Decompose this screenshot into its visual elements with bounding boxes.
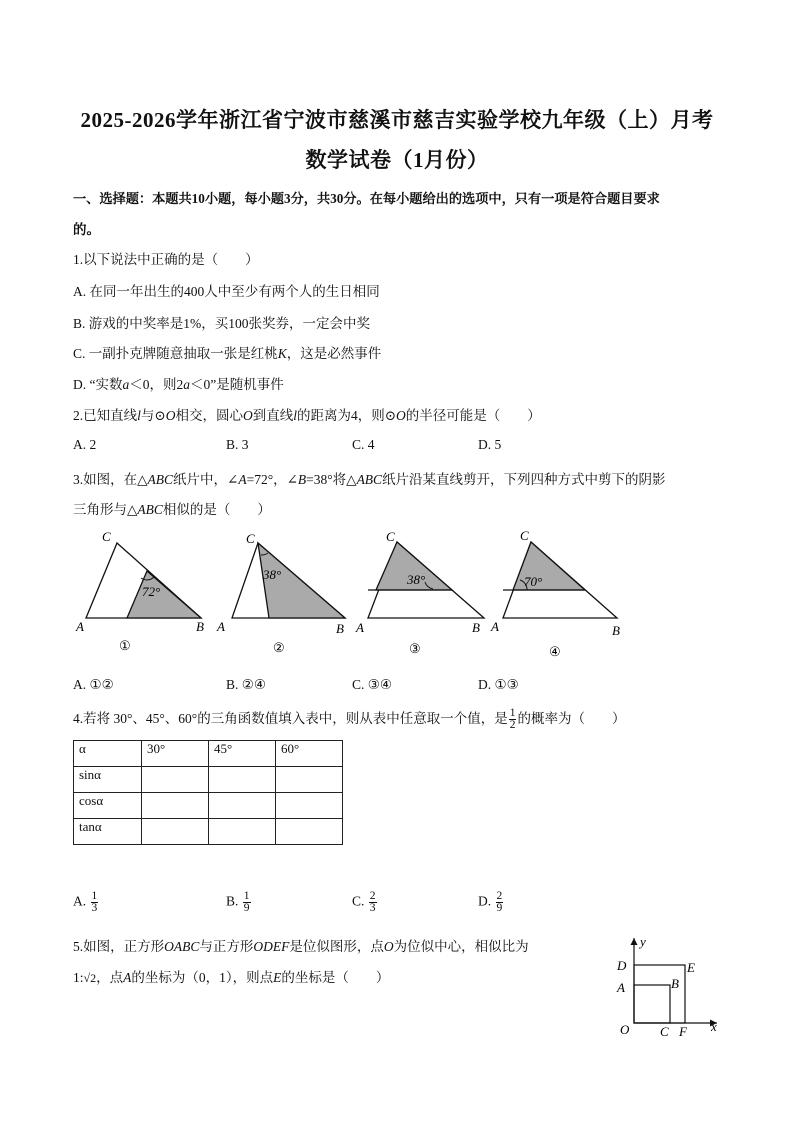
table-header-cell: 45° [209,741,276,767]
q5-stem-line2: 1:√2，点A的坐标为（0，1），则点E的坐标是（ ） [73,970,390,985]
table-cell [276,793,343,819]
q4-option-d: D. $\frac{2}{9}$ [478,890,503,914]
q3-option-d: D. ①③ [478,677,519,692]
q4-stem: 4.若将 30°、45°、60°的三角函数值填入表中，则从表中任意取一个值，是 $\frac{1}{2}$ 的概率为（ ） [73,707,626,732]
fig4-number: ④ [549,644,561,659]
point-label-c: C [660,1024,669,1039]
table-row-label: tanα [74,819,142,845]
q1-option-c: C. 一副扑克牌随意抽取一张是红桃K，这是必然事件 [73,346,382,361]
q3-option-c: C. ③④ [352,677,392,692]
q1-option-b: B. 游戏的中奖率是1%，买100张奖券，一定会中奖 [73,316,370,331]
q1-option-d: D. “实数a＜0，则2a＜0”是随机事件 [73,377,284,392]
fig2-label-c: C [246,531,255,546]
fig4-label-b: B [612,623,620,638]
q3-figure-1 [75,529,204,653]
table-row-label: cosα [74,793,142,819]
fig2-number: ② [273,640,285,655]
table-cell [209,767,276,793]
q3-option-b: B. ②④ [226,677,266,692]
fig2-label-b: B [336,621,344,636]
fig2-label-a: A [217,619,225,634]
q1-stem: 1.以下说法中正确的是（ ） [73,252,259,267]
paper-title-line2: 数学试卷（1月份） [305,148,489,172]
q3-stem-line2: 三角形与△ABC相似的是（ ） [73,502,271,517]
q2-option-d: D. 5 [478,437,502,452]
point-label-o: O [620,1022,630,1037]
point-label-e: E [687,960,695,975]
fig1-number: ① [119,638,131,653]
fig1-label-a: A [76,619,84,634]
point-label-f: F [679,1024,687,1039]
fig4-label-a: A [491,619,499,634]
q3-option-a: A. ①② [73,677,114,692]
fig1-label-b: B [196,619,204,634]
q4-option-a: A. $\frac{1}{3}$ [73,890,98,914]
point-label-a: A [617,980,625,995]
q3-figure-3 [355,529,484,656]
q3-figure-4 [490,528,620,659]
table-header-cell: 60° [276,741,343,767]
q2-option-b: B. 3 [226,437,249,452]
q3-figure-2 [216,531,345,655]
table-row [74,819,343,845]
fig4-angle-label: 70° [524,574,543,589]
table-row [74,793,343,819]
fig3-number: ③ [409,641,421,656]
table-row [74,767,343,793]
paper-title-line1: 2025-2026学年浙江省宁波市慈溪市慈吉实验学校九年级（上）月考 [80,108,714,132]
fig1-angle-label: 72° [142,584,161,599]
sqrt-two: √2 [83,971,97,985]
table-cell [209,819,276,845]
q3-stem-line1: 3.如图，在△ABC纸片中，∠A=72°，∠B=38°将△ABC纸片沿某直线剪开，下列四种方式中剪下的阴影 [73,472,666,487]
section-1-instructions-cont: 的。 [73,222,100,237]
q4-option-b: B. $\frac{1}{9}$ [226,890,250,914]
table-cell [276,819,343,845]
trig-values-table [73,740,343,845]
q5-stem-line1: 5.如图，正方形OABC与正方形ODEF是位似图形，点O为位似中心，相似比为 [73,939,529,954]
table-cell [142,793,209,819]
table-cell [276,767,343,793]
table-cell [209,793,276,819]
table-header-cell: α [74,741,142,767]
q3-figures [0,525,794,665]
fig3-label-c: C [386,529,395,544]
table-row-label: sinα [74,767,142,793]
section-1-instructions: 一、选择题：本题共10小题，每小题3分，共30分。在每小题给出的选项中，只有一项是符合题目要求 [73,191,660,206]
q5-coordinate-figure [605,930,735,1045]
table-header-row [74,741,343,767]
q2-stem: 2.已知直线l与⊙O相交，圆心O到直线l的距离为4，则⊙O的半径可能是（ ） [73,408,541,423]
axis-label-x: x [711,1019,717,1034]
fig3-label-a: A [356,620,364,635]
table-cell [142,767,209,793]
fig1-label-c: C [102,529,111,544]
q4-stem-fraction: $\frac{1}{2}$ [509,707,516,732]
fig4-label-c: C [520,528,529,543]
q2-option-c: C. 4 [352,437,375,452]
axis-label-y: y [640,934,646,949]
q1-option-a: A. 在同一年出生的400人中至少有两个人的生日相同 [73,284,380,299]
q2-option-a: A. 2 [73,437,97,452]
point-label-b: B [671,976,679,991]
table-cell [142,819,209,845]
table-header-cell: 30° [142,741,209,767]
point-label-d: D [617,958,627,973]
fig3-label-b: B [472,620,480,635]
q4-option-c: C. $\frac{2}{3}$ [352,890,376,914]
fig3-angle-label: 38° [407,572,426,587]
fig2-angle-label: 38° [263,567,282,582]
